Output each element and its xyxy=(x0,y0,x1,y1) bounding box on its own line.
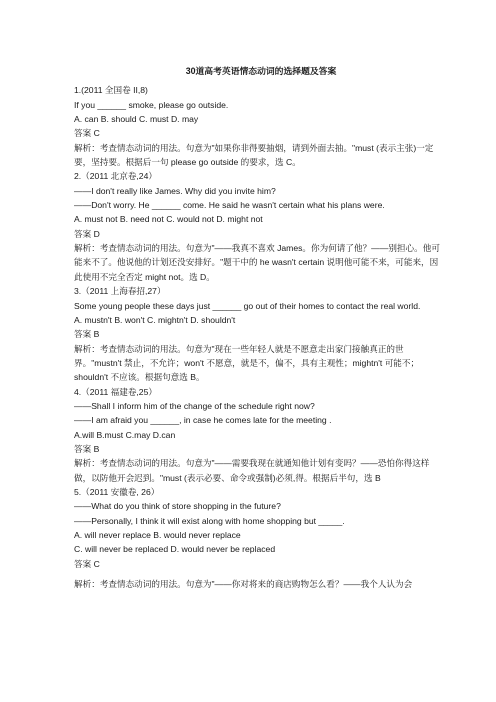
question-header: 2.（2011 北京卷,24） xyxy=(74,171,157,182)
question-header: 5.（2011 安徽卷, 26） xyxy=(74,486,160,497)
question-header: 3.（2011 上海春招,27） xyxy=(74,286,166,297)
question-prompt: ——Personally, I think it will exist along with home shopping but _____. xyxy=(74,515,345,526)
question-answer: 答案 B xyxy=(74,329,100,340)
question-options: A. mustn't B. won't C. mightn't D. shouldn't xyxy=(74,314,236,325)
question-explanation: 解析：考查情态动词的用法。句意为"——我真不喜欢 James。你为何请了他？——别担心。他可能来不了。他说他的计划还没安排好。"题干中的 he wasn't certain 说明他可能不来，可能来，因此使用不完全否定 might not。选 D。 xyxy=(74,243,440,282)
question-prompt: ——Shall I inform him of the change of the schedule right now? xyxy=(74,400,315,411)
question-explanation: 解析：考查情态动词的用法。句意为"如果你非得要抽烟，请到外面去抽。"must (表示主张)一定要，坚持要。根据后一句 please go outside 的要求，选 C。 xyxy=(74,142,434,168)
question-4 xyxy=(74,385,444,485)
question-prompt: ——I don't really like James. Why did you invite him? xyxy=(74,185,276,196)
question-answer: 答案 C xyxy=(74,558,100,569)
question-5 xyxy=(74,485,444,591)
question-prompt: Some young people these days just ______ go out of their homes to contact the real world. xyxy=(74,300,421,311)
question-options: C. will never be replaced D. would never be replaced xyxy=(74,544,276,555)
question-2 xyxy=(74,169,444,284)
question-explanation: 解析：考查情态动词的用法。句意为"——你对将来的商店购物怎么看？——我个人认为会 xyxy=(74,579,413,590)
question-prompt: ——What do you think of store shopping in the future? xyxy=(74,501,281,512)
question-options: A. will never replace B. would never replace xyxy=(74,530,241,540)
question-prompt: ——Don't worry. He ______ come. He said he wasn't certain what his plans were. xyxy=(74,200,385,211)
question-header: 1.(2011 全国卷 II,8) xyxy=(74,85,148,96)
question-options: A. can B. should C. must D. may xyxy=(74,114,199,125)
document-title: 30道高考英语情态动词的选择题及答案 xyxy=(185,66,337,76)
question-explanation: 解析：考查情态动词的用法。句意为"现在一些年轻人就是不愿意走出家门接触真正的世界。"mustn't 禁止，不允许；won't 不愿意，就是不，偏不，具有主观性；mightn't 可能不；shouldn't 不应该。根据句意选 B。 xyxy=(74,343,420,383)
question-header: 4.（2011 福建卷,25） xyxy=(74,386,157,397)
question-answer: 答案 B xyxy=(74,443,100,454)
question-prompt: ——I am afraid you ______, in case he comes late for the meeting . xyxy=(74,415,332,426)
question-options: A. must not B. need not C. would not D. might not xyxy=(74,214,263,225)
question-prompt: If you ______ smoke, please go outside. xyxy=(74,99,229,110)
question-answer: 答案 D xyxy=(74,228,100,239)
question-options: A.will B.must C.may D.can xyxy=(74,429,176,440)
question-explanation: 解析：考查情态动词的用法。句意为"——需要我现在就通知他计划有变吗？——恐怕你得这样做，以防他开会迟到。"must (表示必要、命令或强制)必须,得。根据后半句，选 B xyxy=(74,458,430,483)
question-1 xyxy=(74,83,444,169)
question-3 xyxy=(74,284,444,384)
question-answer: 答案 C xyxy=(74,128,100,139)
